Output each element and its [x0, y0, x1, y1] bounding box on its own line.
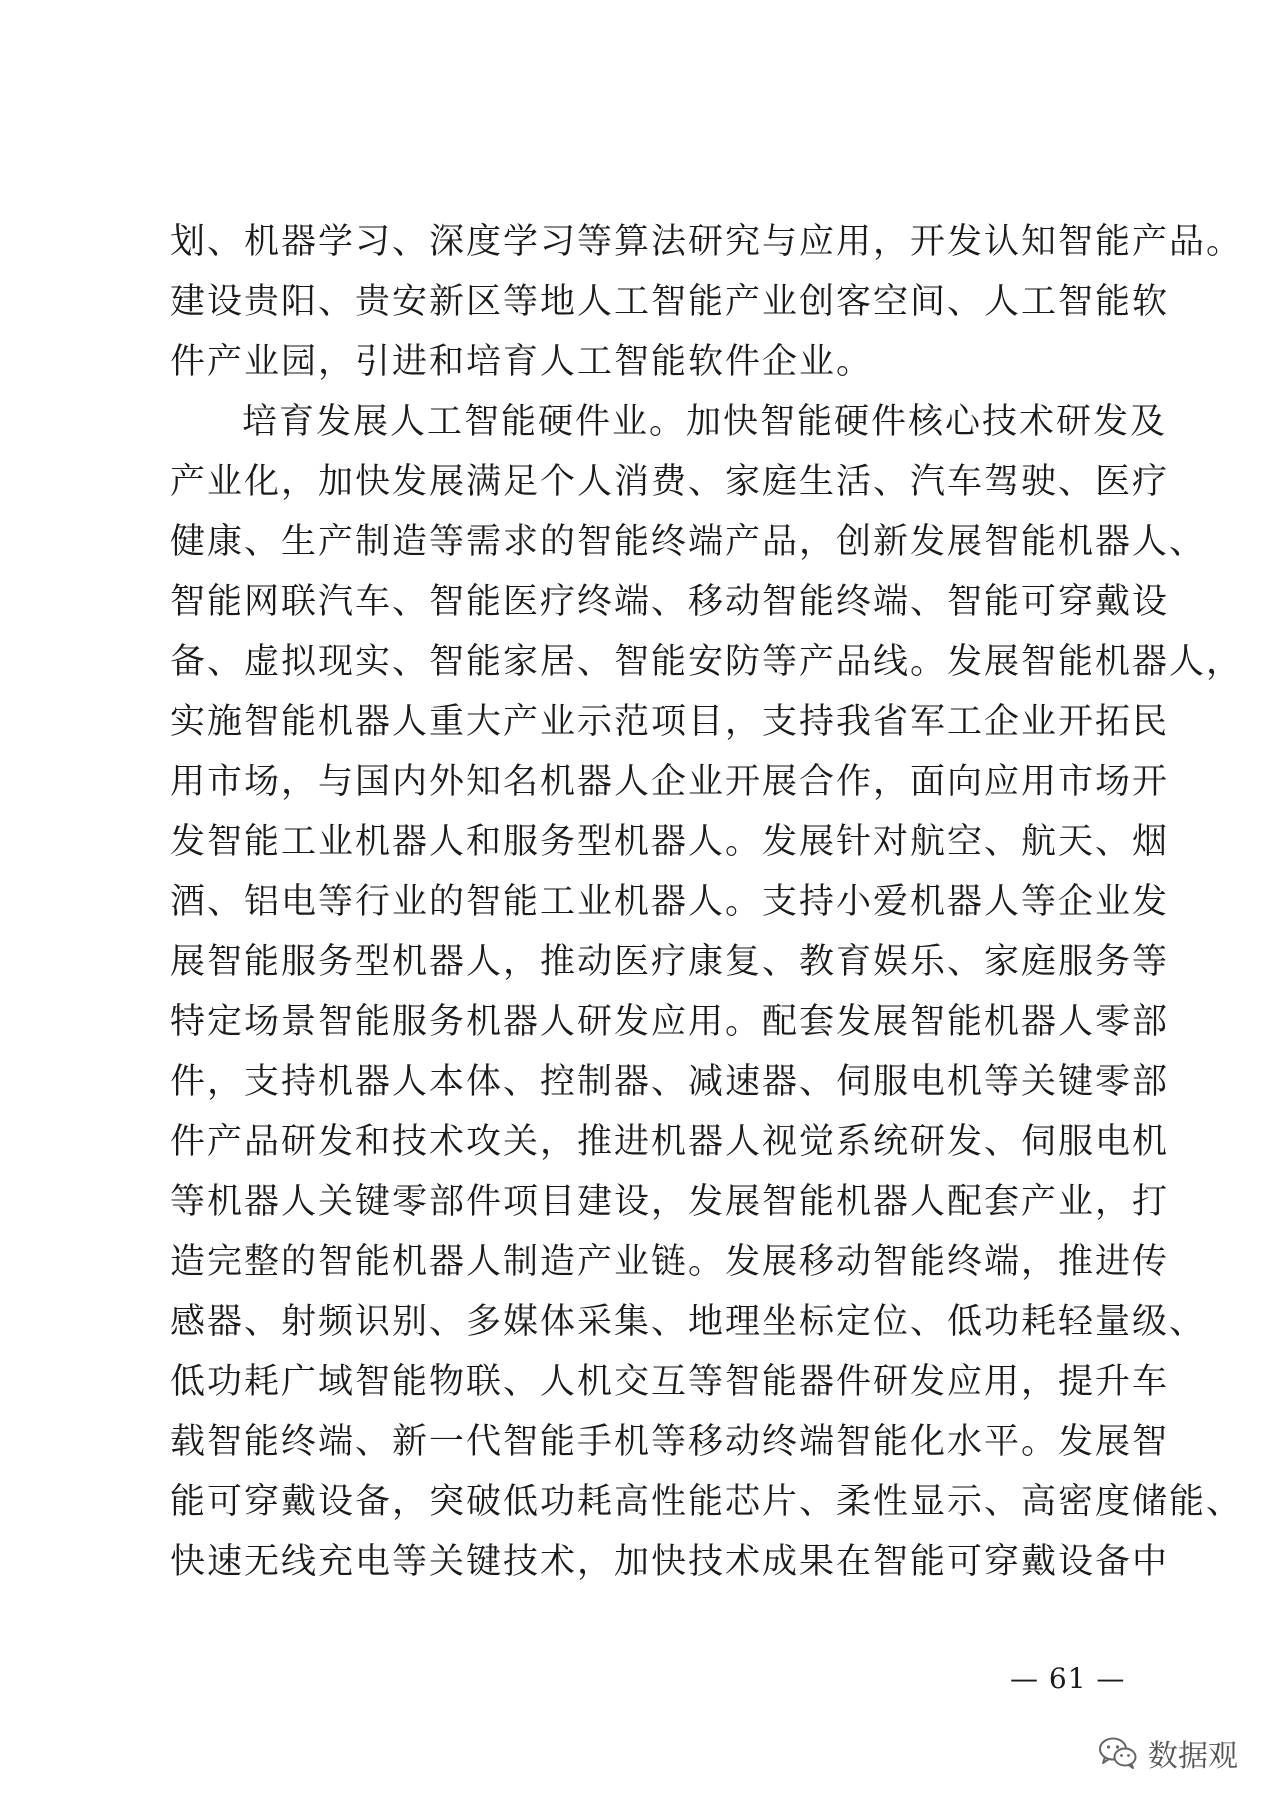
- text-line: 用市场，与国内外知名机器人企业开展合作，面向应用市场开: [170, 762, 1170, 802]
- text-line: 酒、铝电等行业的智能工业机器人。支持小爱机器人等企业发: [170, 882, 1170, 922]
- text-line: 展智能服务型机器人，推动医疗康复、教育娱乐、家庭服务等: [170, 942, 1170, 982]
- paragraph-2: [170, 392, 1244, 1592]
- document-body: [170, 212, 1244, 1592]
- text-line: 载智能终端、新一代智能手机等移动终端智能化水平。发展智: [170, 1422, 1170, 1462]
- text-line: 件，支持机器人本体、控制器、减速器、伺服电机等关键零部: [170, 1062, 1170, 1102]
- text-line: 实施智能机器人重大产业示范项目，支持我省军工企业开拓民: [170, 702, 1170, 742]
- text-line: 能可穿戴设备，突破低功耗高性能芯片、柔性显示、高密度储能、: [170, 1482, 1244, 1522]
- text-line: 特定场景智能服务机器人研发应用。配套发展智能机器人零部: [170, 1002, 1170, 1042]
- text-line: 造完整的智能机器人制造产业链。发展移动智能终端，推进传: [170, 1242, 1170, 1282]
- text-line: 健康、生产制造等需求的智能终端产品，创新发展智能机器人、: [170, 522, 1207, 562]
- watermark-label: 数据观: [1148, 1739, 1238, 1774]
- text-line: 快速无线充电等关键技术，加快技术成果在智能可穿戴设备中: [170, 1542, 1170, 1582]
- text-line: 低功耗广域智能物联、人机交互等智能器件研发应用，提升车: [170, 1362, 1170, 1402]
- text-line: 发智能工业机器人和服务型机器人。发展针对航空、航天、烟: [170, 822, 1170, 862]
- text-line: 培育发展人工智能硬件业。加快智能硬件核心技术研发及: [242, 402, 1168, 442]
- page-number: — 61 —: [1010, 1662, 1126, 1695]
- text-line: 等机器人关键零部件项目建设，发展智能机器人配套产业，打: [170, 1182, 1170, 1222]
- text-line: 产业化，加快发展满足个人消费、家庭生活、汽车驾驶、医疗: [170, 462, 1170, 502]
- watermark: [1098, 1733, 1238, 1773]
- text-line: 件产业园，引进和培育人工智能软件企业。: [170, 342, 874, 382]
- text-line: 建设贵阳、贵安新区等地人工智能产业创客空间、人工智能软: [170, 282, 1170, 322]
- paragraph-1: [170, 212, 1244, 392]
- text-line: 感器、射频识别、多媒体采集、地理坐标定位、低功耗轻量级、: [170, 1302, 1207, 1342]
- wechat-icon: [1098, 1736, 1138, 1770]
- text-line: 备、虚拟现实、智能家居、智能安防等产品线。发展智能机器人，: [170, 642, 1244, 682]
- text-line: 智能网联汽车、智能医疗终端、移动智能终端、智能可穿戴设: [170, 582, 1170, 622]
- text-line: 划、机器学习、深度学习等算法研究与应用，开发认知智能产品。: [170, 222, 1244, 262]
- text-line: 件产品研发和技术攻关，推进机器人视觉系统研发、伺服电机: [170, 1122, 1170, 1162]
